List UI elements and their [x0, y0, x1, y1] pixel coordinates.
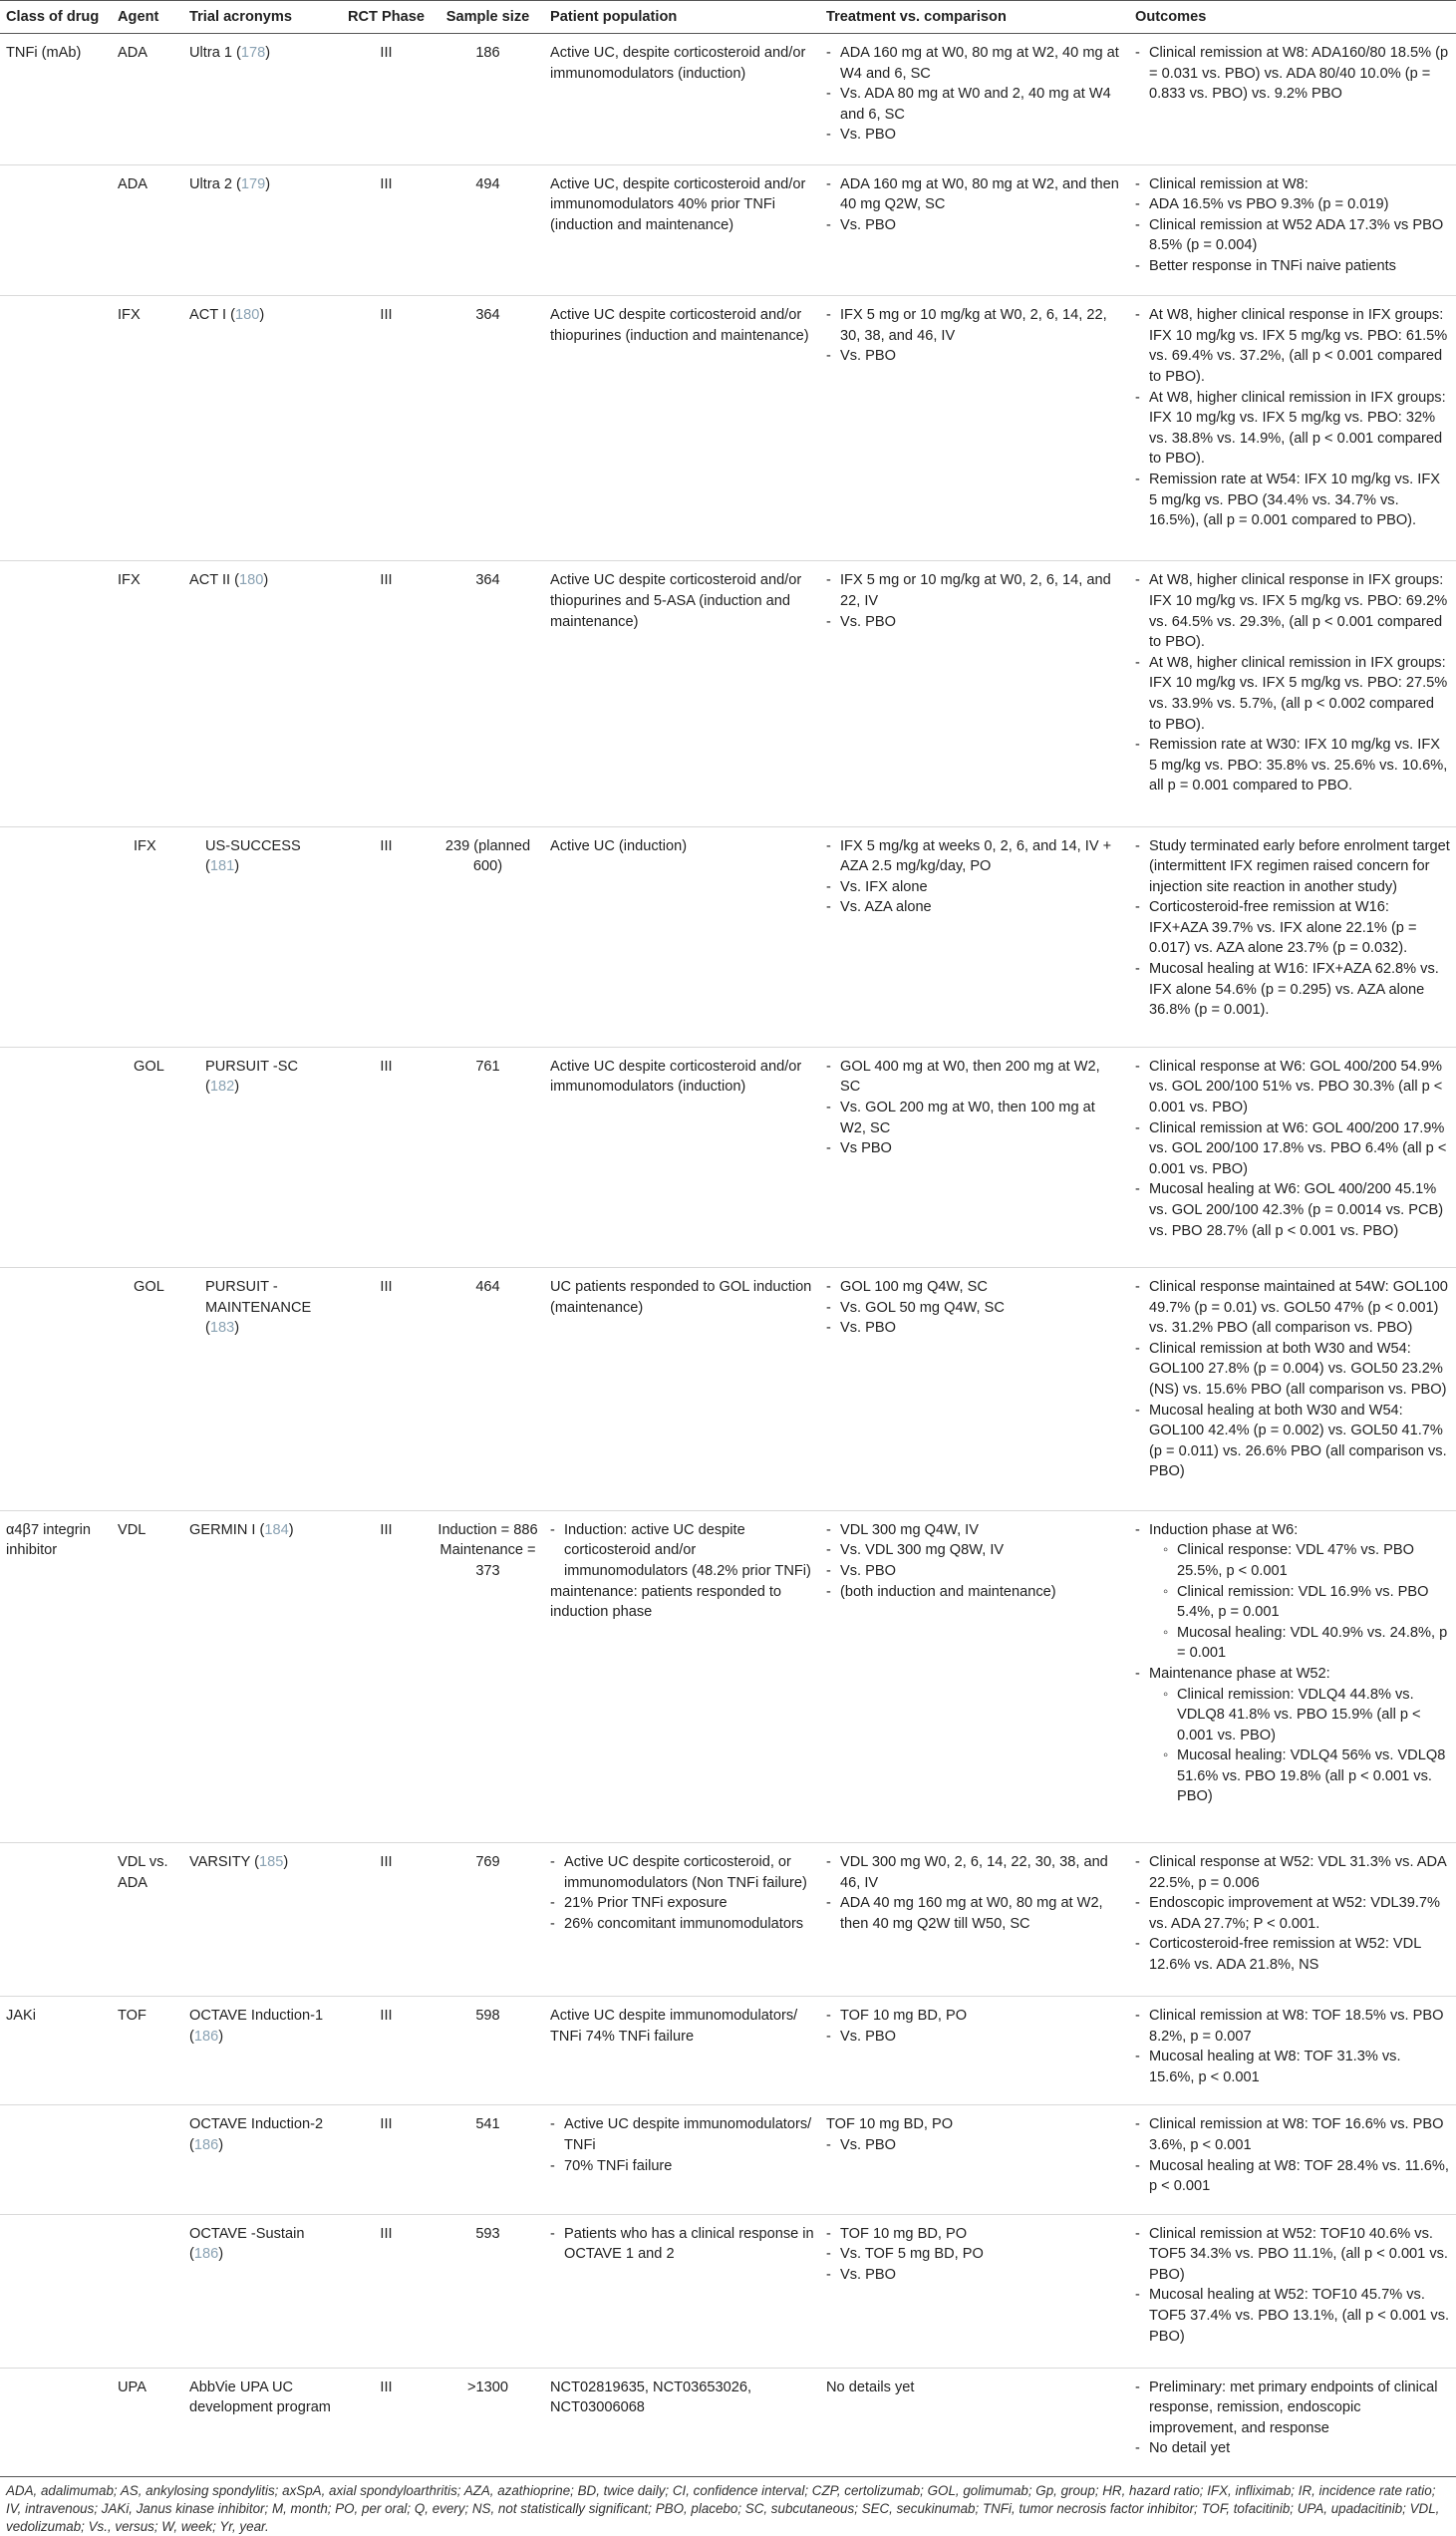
treatment-list [826, 174, 1123, 236]
population-list [550, 2114, 814, 2176]
list-item: - Vs. PBO [826, 2135, 1123, 2156]
outcomes-list [1135, 2114, 1450, 2196]
cell-population: UC patients responded to GOL induction (maintenance) [544, 1268, 820, 1511]
list-item: ◦ Mucosal healing: VDL 40.9% vs. 24.8%, p = 0.001 [1163, 1623, 1450, 1664]
cell-class [0, 1047, 112, 1267]
list-item: - 26% concomitant immunomodulators [550, 1914, 814, 1935]
treatment-list [826, 1277, 1123, 1339]
list-item: - VDL 300 mg W0, 2, 6, 14, 22, 30, 38, and 46, IV [826, 1852, 1123, 1893]
table-row [0, 164, 1456, 296]
cell-outcomes [1129, 2214, 1456, 2368]
list-item: - Active UC despite immunomodulators/ TNFi [550, 2114, 814, 2155]
treatment-list [826, 1852, 1123, 1934]
cell-sample-size: 239 (planned 600) [432, 826, 544, 1047]
cell-treatment [820, 1047, 1129, 1267]
cell-agent [112, 2214, 183, 2368]
cell-phase: III [341, 826, 432, 1047]
trial-name: OCTAVE Induction-2 [189, 2116, 324, 2133]
cell-trial: Ultra 2 (179) [183, 164, 341, 296]
list-item: - Study terminated early before enrolment target (intermittent IFX regimen raised concern for injection site reaction in another study) [1135, 836, 1450, 898]
table-row [0, 2368, 1456, 2476]
list-item: - ADA 160 mg at W0, 80 mg at W2, 40 mg at W4 and 6, SC [826, 43, 1123, 84]
list-item: - Clinical response maintained at 54W: GOL100 49.7% (p = 0.01) vs. GOL50 47% (p < 0.001) vs. 31.2% PBO (all comparison vs. PBO) [1135, 1277, 1450, 1339]
table-footnote: ADA, adalimumab; AS, ankylosing spondylitis; axSpA, axial spondyloarthritis; AZA, azathioprine; BD, twice daily; CI, confidence interval; CZP, certolizumab; GOL, golimumab; Gp, group; HR, hazard ratio; IFX, infliximab; IR, incidence rate ratio; IV, intravenous; JAKi, Janus kinase inhibitor; M, month; PO, per oral; Q, every; NS, not statistically significant; PBO, placebo; SC, subcutaneous; SEC, secukinumab; TNFi, tumor necrosis factor inhibitor; TOF, tofacitinib; UPA, upadacitinib; VDL, vedolizumab; Vs., versus; W, week; Yr, year. [6, 2483, 1440, 2534]
treatment-list [826, 2135, 1123, 2156]
list-item: - TOF 10 mg BD, PO [826, 2224, 1123, 2245]
outcomes-list [1135, 305, 1450, 531]
reference-link: 186 [193, 2028, 219, 2045]
list-item: - Vs. GOL 50 mg Q4W, SC [826, 1298, 1123, 1319]
treatment-list [826, 836, 1123, 918]
cell-population: Active UC despite immunomodulators/ TNFi 74% TNFi failure [544, 1997, 820, 2105]
cell-trial [183, 2368, 341, 2476]
cell-phase: III [341, 2105, 432, 2214]
cell-sample-size: 769 [432, 1843, 544, 1997]
list-item: - Vs. PBO [826, 2265, 1123, 2286]
table-body [0, 34, 1456, 2477]
table-row [0, 296, 1456, 561]
trial-name: VARSITY [189, 1854, 251, 1871]
cell-agent: IFX [112, 296, 183, 561]
trial-name: ACT I [189, 307, 227, 324]
list-item: - Active UC despite corticosteroid, or immunomodulators (Non TNFi failure) [550, 1852, 814, 1893]
list-item: - Mucosal healing at W16: IFX+AZA 62.8% vs. IFX alone 54.6% (p = 0.295) vs. AZA alone 36.8% (p = 0.001). [1135, 959, 1450, 1021]
list-item: - IFX 5 mg or 10 mg/kg at W0, 2, 6, 14, and 22, IV [826, 570, 1123, 611]
cell-class [0, 1268, 112, 1511]
reference-link: 180 [234, 307, 260, 324]
table-row [0, 1843, 1456, 1997]
cell-trial: PURSUIT -MAINTENANCE (183) [183, 1268, 341, 1511]
cell-trial: US-SUCCESS (181) [183, 826, 341, 1047]
list-item: ◦ Clinical response: VDL 47% vs. PBO 25.5%, p < 0.001 [1163, 1540, 1450, 1581]
cell-sample-size: 364 [432, 561, 544, 826]
trial-name: ACT II [189, 572, 231, 589]
outcome-text: Maintenance phase at W52: [1149, 1665, 1330, 1682]
list-item: - Vs. AZA alone [826, 897, 1123, 918]
cell-treatment [820, 296, 1129, 561]
cell-trial: VARSITY (185) [183, 1843, 341, 1997]
outcomes-list [1135, 1057, 1450, 1241]
cell-outcomes [1129, 1047, 1456, 1267]
table-header [0, 1, 1456, 34]
list-item: - Remission rate at W54: IFX 10 mg/kg vs. IFX 5 mg/kg vs. PBO (34.4% vs. 34.7% vs. 16.5%), (all p = 0.001 compared to PBO). [1135, 470, 1450, 531]
trial-name: US-SUCCESS [205, 837, 301, 854]
cell-phase: III [341, 2214, 432, 2368]
list-item: - Preliminary: met primary endpoints of clinical response, remission, endoscopic improvement, and response [1135, 2378, 1450, 2439]
cell-population: Active UC despite corticosteroid and/or thiopurines (induction and maintenance) [544, 296, 820, 561]
cell-outcomes [1129, 2105, 1456, 2214]
header-trial: Trial acronyms [183, 1, 341, 34]
list-item: - No detail yet [1135, 2438, 1450, 2459]
cell-sample-size: 364 [432, 296, 544, 561]
list-item: - VDL 300 mg Q4W, IV [826, 1520, 1123, 1541]
outcomes-list [1135, 43, 1450, 105]
treatment-list [826, 1057, 1123, 1159]
cell-outcomes [1129, 164, 1456, 296]
treatment-head: No details yet [826, 2378, 915, 2395]
cell-class [0, 296, 112, 561]
list-item: ◦ Clinical remission: VDLQ4 44.8% vs. VDLQ8 41.8% vs. PBO 15.9% (all p < 0.001 vs. PBO) [1163, 1685, 1450, 1746]
reference-link: 181 [209, 858, 235, 875]
header-population: Patient population [544, 1, 820, 34]
trial-name: AbbVie UPA UC development program [189, 2378, 331, 2416]
cell-sample-size: Induction = 886 Maintenance = 373 [432, 1510, 544, 1842]
cell-outcomes [1129, 1997, 1456, 2105]
list-item: - Patients who has a clinical response in OCTAVE 1 and 2 [550, 2224, 814, 2265]
cell-trial: OCTAVE Induction-2 (186) [183, 2105, 341, 2214]
cell-outcomes [1129, 826, 1456, 1047]
cell-class: TNFi (mAb) [0, 34, 112, 165]
trial-name: OCTAVE Induction-1 [189, 2008, 324, 2025]
cell-treatment [820, 826, 1129, 1047]
cell-agent: TOF [112, 1997, 183, 2105]
treatment-list [826, 2224, 1123, 2286]
cell-treatment [820, 164, 1129, 296]
cell-population: Active UC, despite corticosteroid and/or immunomodulators 40% prior TNFi (induction and maintenance) [544, 164, 820, 296]
cell-class [0, 2368, 112, 2476]
cell-population: Active UC despite corticosteroid and/or immunomodulators (induction) [544, 1047, 820, 1267]
list-item [1135, 1520, 1450, 1664]
cell-sample-size: >1300 [432, 2368, 544, 2476]
trial-name: Ultra 2 [189, 175, 232, 192]
list-item: - Vs. PBO [826, 346, 1123, 367]
list-item: - Mucosal healing at W6: GOL 400/200 45.1% vs. GOL 200/100 42.3% (p = 0.0014 vs. PCB) vs. PBO 28.7% (all p < 0.001 vs. PBO) [1135, 1179, 1450, 1241]
list-item: - Corticosteroid-free remission at W16: IFX+AZA 39.7% vs. IFX alone 22.1% (p = 0.017) vs. AZA alone 23.7% (p = 0.032). [1135, 897, 1450, 959]
table-row [0, 561, 1456, 826]
cell-class [0, 561, 112, 826]
cell-treatment [820, 2368, 1129, 2476]
list-item: - Clinical remission at W52: TOF10 40.6% vs. TOF5 34.3% vs. PBO 11.1%, (all p < 0.001 vs. PBO) [1135, 2224, 1450, 2286]
outcomes-list [1135, 1277, 1450, 1482]
table-row [0, 1510, 1456, 1842]
outcomes-list [1135, 2224, 1450, 2348]
cell-trial: OCTAVE -Sustain (186) [183, 2214, 341, 2368]
list-item: - Vs. TOF 5 mg BD, PO [826, 2244, 1123, 2265]
cell-agent: VDL [112, 1510, 183, 1842]
cell-phase: III [341, 164, 432, 296]
list-item: - Endoscopic improvement at W52: VDL39.7% vs. ADA 27.7%; P < 0.001. [1135, 1893, 1450, 1934]
list-item: - At W8, higher clinical response in IFX groups: IFX 10 mg/kg vs. IFX 5 mg/kg vs. PBO: 69.2% vs. 64.5% vs. 29.3%, (all p < 0.001 compared to PBO). [1135, 570, 1450, 652]
cell-trial: OCTAVE Induction-1 (186) [183, 1997, 341, 2105]
treatment-list [826, 305, 1123, 367]
list-item: - Better response in TNFi naive patients [1135, 256, 1450, 277]
cell-trial: ACT I (180) [183, 296, 341, 561]
cell-outcomes [1129, 296, 1456, 561]
population-list [550, 1852, 814, 1934]
outcomes-list [1135, 1520, 1450, 1807]
list-item: - Clinical response at W52: VDL 31.3% vs. ADA 22.5%, p = 0.006 [1135, 1852, 1450, 1893]
cell-population: NCT02819635, NCT03653026, NCT03006068 [544, 2368, 820, 2476]
list-item: - Vs. PBO [826, 2027, 1123, 2048]
cell-outcomes [1129, 1843, 1456, 1997]
cell-treatment [820, 1510, 1129, 1842]
cell-population [544, 1843, 820, 1997]
list-item: - Clinical response at W6: GOL 400/200 54.9% vs. GOL 200/100 51% vs. PBO 30.3% (all p < 0.001 vs. PBO) [1135, 1057, 1450, 1118]
cell-phase: III [341, 34, 432, 165]
header-treatment: Treatment vs. comparison [820, 1, 1129, 34]
list-item: - Vs. PBO [826, 215, 1123, 236]
list-item: - Clinical remission at W6: GOL 400/200 17.9% vs. GOL 200/100 17.8% vs. PBO 6.4% (all p < 0.001 vs. PBO) [1135, 1118, 1450, 1180]
list-item: - Vs. PBO [826, 612, 1123, 633]
list-item: - At W8, higher clinical remission in IFX groups: IFX 10 mg/kg vs. IFX 5 mg/kg vs. PBO: 27.5% vs. 33.9% vs. 5.7%, (all p < 0.002 compared to PBO). [1135, 653, 1450, 735]
cell-agent [112, 2105, 183, 2214]
cell-treatment [820, 1843, 1129, 1997]
population-list [550, 2224, 814, 2265]
cell-trial: Ultra 1 (178) [183, 34, 341, 165]
cell-agent: ADA [112, 34, 183, 165]
header-outcomes: Outcomes [1129, 1, 1456, 34]
list-item: - Remission rate at W30: IFX 10 mg/kg vs. IFX 5 mg/kg vs. PBO: 35.8% vs. 25.6% vs. 10.6%, all p = 0.001 compared to PBO. [1135, 735, 1450, 796]
list-item: - GOL 100 mg Q4W, SC [826, 1277, 1123, 1298]
reference-link: 178 [240, 45, 266, 61]
outcome-sublist [1149, 1540, 1450, 1664]
reference-link: 184 [264, 1521, 289, 1538]
cell-phase: III [341, 1047, 432, 1267]
population-note: maintenance: patients responded to induction phase [550, 1583, 782, 1621]
list-item: - Mucosal healing at W52: TOF10 45.7% vs. TOF5 37.4% vs. PBO 13.1%, (all p < 0.001 vs. PBO) [1135, 2285, 1450, 2347]
list-item: - Clinical remission at both W30 and W54: GOL100 27.8% (p = 0.004) vs. GOL50 23.2% (NS) vs. 15.6% PBO (all comparison vs. PBO) [1135, 1339, 1450, 1401]
outcomes-list [1135, 570, 1450, 796]
cell-class [0, 2105, 112, 2214]
list-item: - (both induction and maintenance) [826, 1582, 1123, 1603]
list-item: - Vs. ADA 80 mg at W0 and 2, 40 mg at W4 and 6, SC [826, 84, 1123, 125]
list-item: - IFX 5 mg or 10 mg/kg at W0, 2, 6, 14, 22, 30, 38, and 46, IV [826, 305, 1123, 346]
cell-class [0, 2214, 112, 2368]
trial-name: GERMIN I [189, 1521, 256, 1538]
cell-class [0, 1843, 112, 1997]
cell-phase: III [341, 1510, 432, 1842]
list-item: ◦ Clinical remission: VDL 16.9% vs. PBO 5.4%, p = 0.001 [1163, 1582, 1450, 1623]
cell-outcomes [1129, 1268, 1456, 1511]
cell-trial: GERMIN I (184) [183, 1510, 341, 1842]
list-item: - Vs PBO [826, 1138, 1123, 1159]
list-item: - Mucosal healing at W8: TOF 28.4% vs. 11.6%, p < 0.001 [1135, 2156, 1450, 2197]
cell-treatment [820, 2214, 1129, 2368]
list-item: - Vs. IFX alone [826, 877, 1123, 898]
table-row [0, 34, 1456, 165]
cell-trial: PURSUIT -SC (182) [183, 1047, 341, 1267]
cell-outcomes [1129, 1510, 1456, 1842]
header-size: Sample size [432, 1, 544, 34]
list-item: - Clinical remission at W8: TOF 16.6% vs. PBO 3.6%, p < 0.001 [1135, 2114, 1450, 2155]
treatment-list [826, 2006, 1123, 2047]
reference-link: 186 [193, 2246, 219, 2263]
list-item: - At W8, higher clinical remission in IFX groups: IFX 10 mg/kg vs. IFX 5 mg/kg vs. PBO: 32% vs. 38.8% vs. 14.9%, (all p < 0.001 compared to PBO). [1135, 388, 1450, 470]
list-item: - Mucosal healing at both W30 and W54: GOL100 42.4% (p = 0.002) vs. GOL50 41.7% (p = 0.011) vs. 26.6% PBO (all comparison vs. PBO) [1135, 1401, 1450, 1482]
cell-sample-size: 464 [432, 1268, 544, 1511]
list-item: - Induction: active UC despite corticosteroid and/or immunomodulators (48.2% prior TNFi) [550, 1520, 814, 1582]
list-item: - Clinical remission at W8: [1135, 174, 1450, 195]
cell-treatment [820, 2105, 1129, 2214]
table-row [0, 2105, 1456, 2214]
outcomes-list [1135, 2378, 1450, 2459]
header-agent: Agent [112, 1, 183, 34]
table-row [0, 1997, 1456, 2105]
reference-link: 180 [239, 572, 264, 589]
list-item: - IFX 5 mg/kg at weeks 0, 2, 6, and 14, IV + AZA 2.5 mg/kg/day, PO [826, 836, 1123, 877]
cell-population [544, 2214, 820, 2368]
cell-population [544, 1510, 820, 1842]
cell-phase: III [341, 296, 432, 561]
list-item: - Corticosteroid-free remission at W52: VDL 12.6% vs. ADA 21.8%, NS [1135, 1934, 1450, 1975]
trial-name: Ultra 1 [189, 45, 232, 61]
list-item: - TOF 10 mg BD, PO [826, 2006, 1123, 2027]
treatment-list [826, 570, 1123, 632]
cell-trial: ACT II (180) [183, 561, 341, 826]
list-item: - Vs. PBO [826, 1318, 1123, 1339]
cell-class: JAKi [0, 1997, 112, 2105]
cell-treatment [820, 561, 1129, 826]
trial-name: PURSUIT -SC [205, 1058, 298, 1075]
cell-sample-size: 186 [432, 34, 544, 165]
treatment-list [826, 1520, 1123, 1602]
table-row [0, 1047, 1456, 1267]
list-item: - ADA 160 mg at W0, 80 mg at W2, and then 40 mg Q2W, SC [826, 174, 1123, 215]
cell-agent: GOL [112, 1047, 183, 1267]
cell-outcomes [1129, 34, 1456, 165]
cell-sample-size: 598 [432, 1997, 544, 2105]
cell-phase: III [341, 1268, 432, 1511]
cell-phase: III [341, 1843, 432, 1997]
list-item: - 70% TNFi failure [550, 2156, 814, 2177]
cell-treatment [820, 34, 1129, 165]
reference-link: 182 [209, 1079, 235, 1096]
header-phase: RCT Phase [341, 1, 432, 34]
outcomes-list [1135, 1852, 1450, 1976]
outcome-text: Induction phase at W6: [1149, 1521, 1299, 1538]
cell-sample-size: 541 [432, 2105, 544, 2214]
cell-agent: ADA [112, 164, 183, 296]
reference-link: 185 [259, 1854, 284, 1871]
cell-agent: VDL vs. ADA [112, 1843, 183, 1997]
outcome-sublist [1149, 1685, 1450, 1808]
list-item: - At W8, higher clinical response in IFX groups: IFX 10 mg/kg vs. IFX 5 mg/kg vs. PBO: 61.5% vs. 69.4% vs. 37.2%, (all p < 0.001 compared to PBO). [1135, 305, 1450, 387]
cell-treatment [820, 1268, 1129, 1511]
header-class: Class of drug [0, 1, 112, 34]
reference-link: 183 [209, 1320, 235, 1337]
outcomes-list [1135, 174, 1450, 277]
list-item: - ADA 40 mg 160 mg at W0, 80 mg at W2, then 40 mg Q2W till W50, SC [826, 1893, 1123, 1934]
list-item: - Clinical remission at W52 ADA 17.3% vs PBO 8.5% (p = 0.004) [1135, 215, 1450, 256]
cell-class [0, 164, 112, 296]
treatment-head: TOF 10 mg BD, PO [826, 2116, 954, 2133]
cell-outcomes [1129, 561, 1456, 826]
table-row [0, 1268, 1456, 1511]
cell-phase: III [341, 2368, 432, 2476]
trial-name: PURSUIT -MAINTENANCE [205, 1279, 312, 1316]
list-item: - Vs. PBO [826, 1561, 1123, 1582]
list-item: - Clinical remission at W8: TOF 18.5% vs. PBO 8.2%, p = 0.007 [1135, 2006, 1450, 2047]
cell-class: α4β7 integrin inhibitor [0, 1510, 112, 1842]
cell-agent: IFX [112, 561, 183, 826]
list-item: - Vs. PBO [826, 125, 1123, 146]
table-row [0, 2214, 1456, 2368]
cell-class [0, 826, 112, 1047]
cell-population: Active UC despite corticosteroid and/or thiopurines and 5-ASA (induction and maintenance) [544, 561, 820, 826]
cell-phase: III [341, 1997, 432, 2105]
list-item: - GOL 400 mg at W0, then 200 mg at W2, SC [826, 1057, 1123, 1098]
list-item: - Clinical remission at W8: ADA160/80 18.5% (p = 0.031 vs. PBO) vs. ADA 80/40 10.0% (p = 0.833 vs. PBO) vs. 9.2% PBO [1135, 43, 1450, 105]
cell-population [544, 2105, 820, 2214]
cell-treatment [820, 1997, 1129, 2105]
cell-agent: UPA [112, 2368, 183, 2476]
cell-outcomes [1129, 2368, 1456, 2476]
population-list [550, 1520, 814, 1582]
list-item: ◦ Mucosal healing: VDLQ4 56% vs. VDLQ8 51.6% vs. PBO 19.8% (all p < 0.001 vs. PBO) [1163, 1745, 1450, 1807]
cell-sample-size: 593 [432, 2214, 544, 2368]
trial-name: OCTAVE -Sustain [189, 2225, 305, 2242]
cell-population: Active UC, despite corticosteroid and/or immunomodulators (induction) [544, 34, 820, 165]
cell-agent: IFX [112, 826, 183, 1047]
cell-agent: GOL [112, 1268, 183, 1511]
cell-sample-size: 494 [432, 164, 544, 296]
cell-population: Active UC (induction) [544, 826, 820, 1047]
list-item: - 21% Prior TNFi exposure [550, 1893, 814, 1914]
outcomes-list [1135, 2006, 1450, 2087]
list-item: - Mucosal healing at W8: TOF 31.3% vs. 15.6%, p < 0.001 [1135, 2047, 1450, 2087]
list-item: - ADA 16.5% vs PBO 9.3% (p = 0.019) [1135, 194, 1450, 215]
treatment-list [826, 43, 1123, 146]
list-item: - Vs. VDL 300 mg Q8W, IV [826, 1540, 1123, 1561]
cell-phase: III [341, 561, 432, 826]
list-item: - Vs. GOL 200 mg at W0, then 100 mg at W2, SC [826, 1098, 1123, 1138]
table-row [0, 826, 1456, 1047]
cell-sample-size: 761 [432, 1047, 544, 1267]
reference-link: 186 [193, 2136, 219, 2153]
list-item [1135, 1664, 1450, 1807]
reference-link: 179 [240, 175, 266, 192]
outcomes-list [1135, 836, 1450, 1021]
